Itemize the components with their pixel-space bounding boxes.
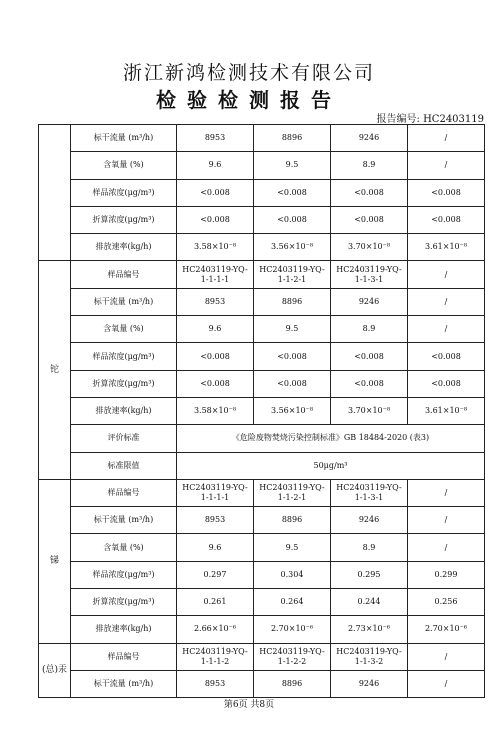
row-label: 样品浓度(μg/m³): [71, 561, 177, 588]
row-label: 标干流量 (m³/h): [71, 670, 177, 697]
value-cell: <0.008: [177, 179, 254, 206]
span-value-cell: 50μg/m³: [177, 452, 485, 479]
value-cell: 8.9: [331, 534, 408, 561]
value-cell: 9.5: [254, 152, 331, 179]
value-cell: /: [408, 534, 485, 561]
page-footer: 第6页 共8页: [223, 700, 275, 710]
row-label: 样品浓度(μg/m³): [71, 179, 177, 206]
value-cell: 3.61×10⁻⁸: [408, 234, 485, 261]
value-cell: 8953: [177, 507, 254, 534]
report-title: 检验检测报告: [156, 88, 342, 112]
value-cell: <0.008: [254, 343, 331, 370]
table-row: [39, 261, 485, 288]
results-table: [38, 124, 485, 698]
row-label: 含氧量 (%): [71, 152, 177, 179]
value-cell: 3.58×10⁻⁸: [177, 397, 254, 424]
value-cell: 0.297: [177, 561, 254, 588]
value-cell: <0.008: [254, 179, 331, 206]
value-cell: 3.56×10⁻⁸: [254, 234, 331, 261]
value-cell: 3.58×10⁻⁸: [177, 234, 254, 261]
value-cell: 9246: [331, 288, 408, 315]
table-row: [39, 206, 485, 233]
value-cell: HC2403119-YQ-1-1-2-1: [254, 261, 331, 288]
value-cell: 3.70×10⁻⁸: [331, 397, 408, 424]
value-cell: 2.70×10⁻⁶: [408, 616, 485, 643]
value-cell: HC2403119-YQ-1-1-1-2: [177, 643, 254, 670]
value-cell: 8.9: [331, 316, 408, 343]
value-cell: /: [408, 479, 485, 506]
value-cell: <0.008: [331, 370, 408, 397]
value-cell: <0.008: [177, 343, 254, 370]
value-cell: 8896: [254, 288, 331, 315]
table-row: [39, 316, 485, 343]
row-label: 样品浓度(μg/m³): [71, 343, 177, 370]
table-row: [39, 479, 485, 506]
value-cell: 9.6: [177, 152, 254, 179]
value-cell: <0.008: [254, 206, 331, 233]
row-label: 折算浓度(μg/m³): [71, 206, 177, 233]
row-label: 标干流量 (m³/h): [71, 125, 177, 152]
value-cell: 0.264: [254, 589, 331, 616]
span-value-cell: 《危险废物焚烧污染控制标准》GB 18484-2020 (表3): [177, 425, 485, 452]
value-cell: /: [408, 125, 485, 152]
row-label: 标干流量 (m³/h): [71, 507, 177, 534]
table-row: [39, 343, 485, 370]
value-cell: /: [408, 288, 485, 315]
value-cell: 2.70×10⁻⁶: [254, 616, 331, 643]
value-cell: HC2403119-YQ-1-1-3-2: [331, 643, 408, 670]
value-cell: 3.70×10⁻⁸: [331, 234, 408, 261]
table-row: [39, 425, 485, 452]
table-row: [39, 616, 485, 643]
value-cell: 0.244: [331, 589, 408, 616]
value-cell: 8.9: [331, 152, 408, 179]
row-label: 样品编号: [71, 479, 177, 506]
row-label: 含氧量 (%): [71, 316, 177, 343]
table-row: [39, 125, 485, 152]
value-cell: HC2403119-YQ-1-1-2-2: [254, 643, 331, 670]
company-name: 浙江新鸿检测技术有限公司: [122, 62, 375, 84]
table-row: [39, 507, 485, 534]
row-label: 折算浓度(μg/m³): [71, 589, 177, 616]
table-row: [39, 589, 485, 616]
table-row: [39, 670, 485, 697]
value-cell: 8953: [177, 125, 254, 152]
table-row: [39, 534, 485, 561]
value-cell: <0.008: [408, 343, 485, 370]
value-cell: 3.61×10⁻⁸: [408, 397, 485, 424]
value-cell: /: [408, 316, 485, 343]
value-cell: 8896: [254, 507, 331, 534]
value-cell: <0.008: [331, 179, 408, 206]
value-cell: 9.5: [254, 316, 331, 343]
value-cell: HC2403119-YQ-1-1-3-1: [331, 261, 408, 288]
table-row: [39, 643, 485, 670]
value-cell: <0.008: [331, 206, 408, 233]
row-label: 含氧量 (%): [71, 534, 177, 561]
value-cell: /: [408, 261, 485, 288]
row-label: 样品编号: [71, 261, 177, 288]
value-cell: 8953: [177, 670, 254, 697]
row-label: 折算浓度(μg/m³): [71, 370, 177, 397]
row-label: 排放速率(kg/h): [71, 397, 177, 424]
value-cell: 9.6: [177, 534, 254, 561]
value-cell: HC2403119-YQ-1-1-3-1: [331, 479, 408, 506]
value-cell: <0.008: [254, 370, 331, 397]
value-cell: HC2403119-YQ-1-1-1-1: [177, 479, 254, 506]
value-cell: <0.008: [177, 206, 254, 233]
table-row: [39, 234, 485, 261]
category-cell: 铊: [39, 261, 71, 479]
value-cell: <0.008: [331, 343, 408, 370]
row-label: 评价标准: [71, 425, 177, 452]
value-cell: <0.008: [408, 179, 485, 206]
value-cell: /: [408, 643, 485, 670]
value-cell: 2.66×10⁻⁶: [177, 616, 254, 643]
value-cell: 3.56×10⁻⁸: [254, 397, 331, 424]
value-cell: /: [408, 507, 485, 534]
value-cell: 0.261: [177, 589, 254, 616]
table-row: [39, 179, 485, 206]
category-cell: (总)汞: [39, 643, 71, 698]
report-number: 报告编号: HC2403119: [376, 114, 484, 125]
value-cell: /: [408, 670, 485, 697]
row-label: 样品编号: [71, 643, 177, 670]
value-cell: 2.73×10⁻⁶: [331, 616, 408, 643]
row-label: 标干流量 (m³/h): [71, 288, 177, 315]
value-cell: 9.6: [177, 316, 254, 343]
category-cell: [39, 125, 71, 261]
value-cell: 8896: [254, 670, 331, 697]
value-cell: 9246: [331, 507, 408, 534]
value-cell: /: [408, 152, 485, 179]
value-cell: 8953: [177, 288, 254, 315]
value-cell: 0.304: [254, 561, 331, 588]
value-cell: 9246: [331, 670, 408, 697]
row-label: 标准限值: [71, 452, 177, 479]
value-cell: <0.008: [177, 370, 254, 397]
value-cell: 0.299: [408, 561, 485, 588]
table-row: [39, 370, 485, 397]
value-cell: 8896: [254, 125, 331, 152]
table-row: [39, 561, 485, 588]
row-label: 排放速率(kg/h): [71, 616, 177, 643]
category-cell: 锑: [39, 479, 71, 643]
table-row: [39, 452, 485, 479]
value-cell: HC2403119-YQ-1-1-2-1: [254, 479, 331, 506]
value-cell: 9246: [331, 125, 408, 152]
value-cell: <0.008: [408, 370, 485, 397]
value-cell: 0.256: [408, 589, 485, 616]
table-row: [39, 397, 485, 424]
value-cell: 9.5: [254, 534, 331, 561]
table-row: [39, 152, 485, 179]
value-cell: <0.008: [408, 206, 485, 233]
table-row: [39, 288, 485, 315]
value-cell: 0.295: [331, 561, 408, 588]
row-label: 排放速率(kg/h): [71, 234, 177, 261]
value-cell: HC2403119-YQ-1-1-1-1: [177, 261, 254, 288]
